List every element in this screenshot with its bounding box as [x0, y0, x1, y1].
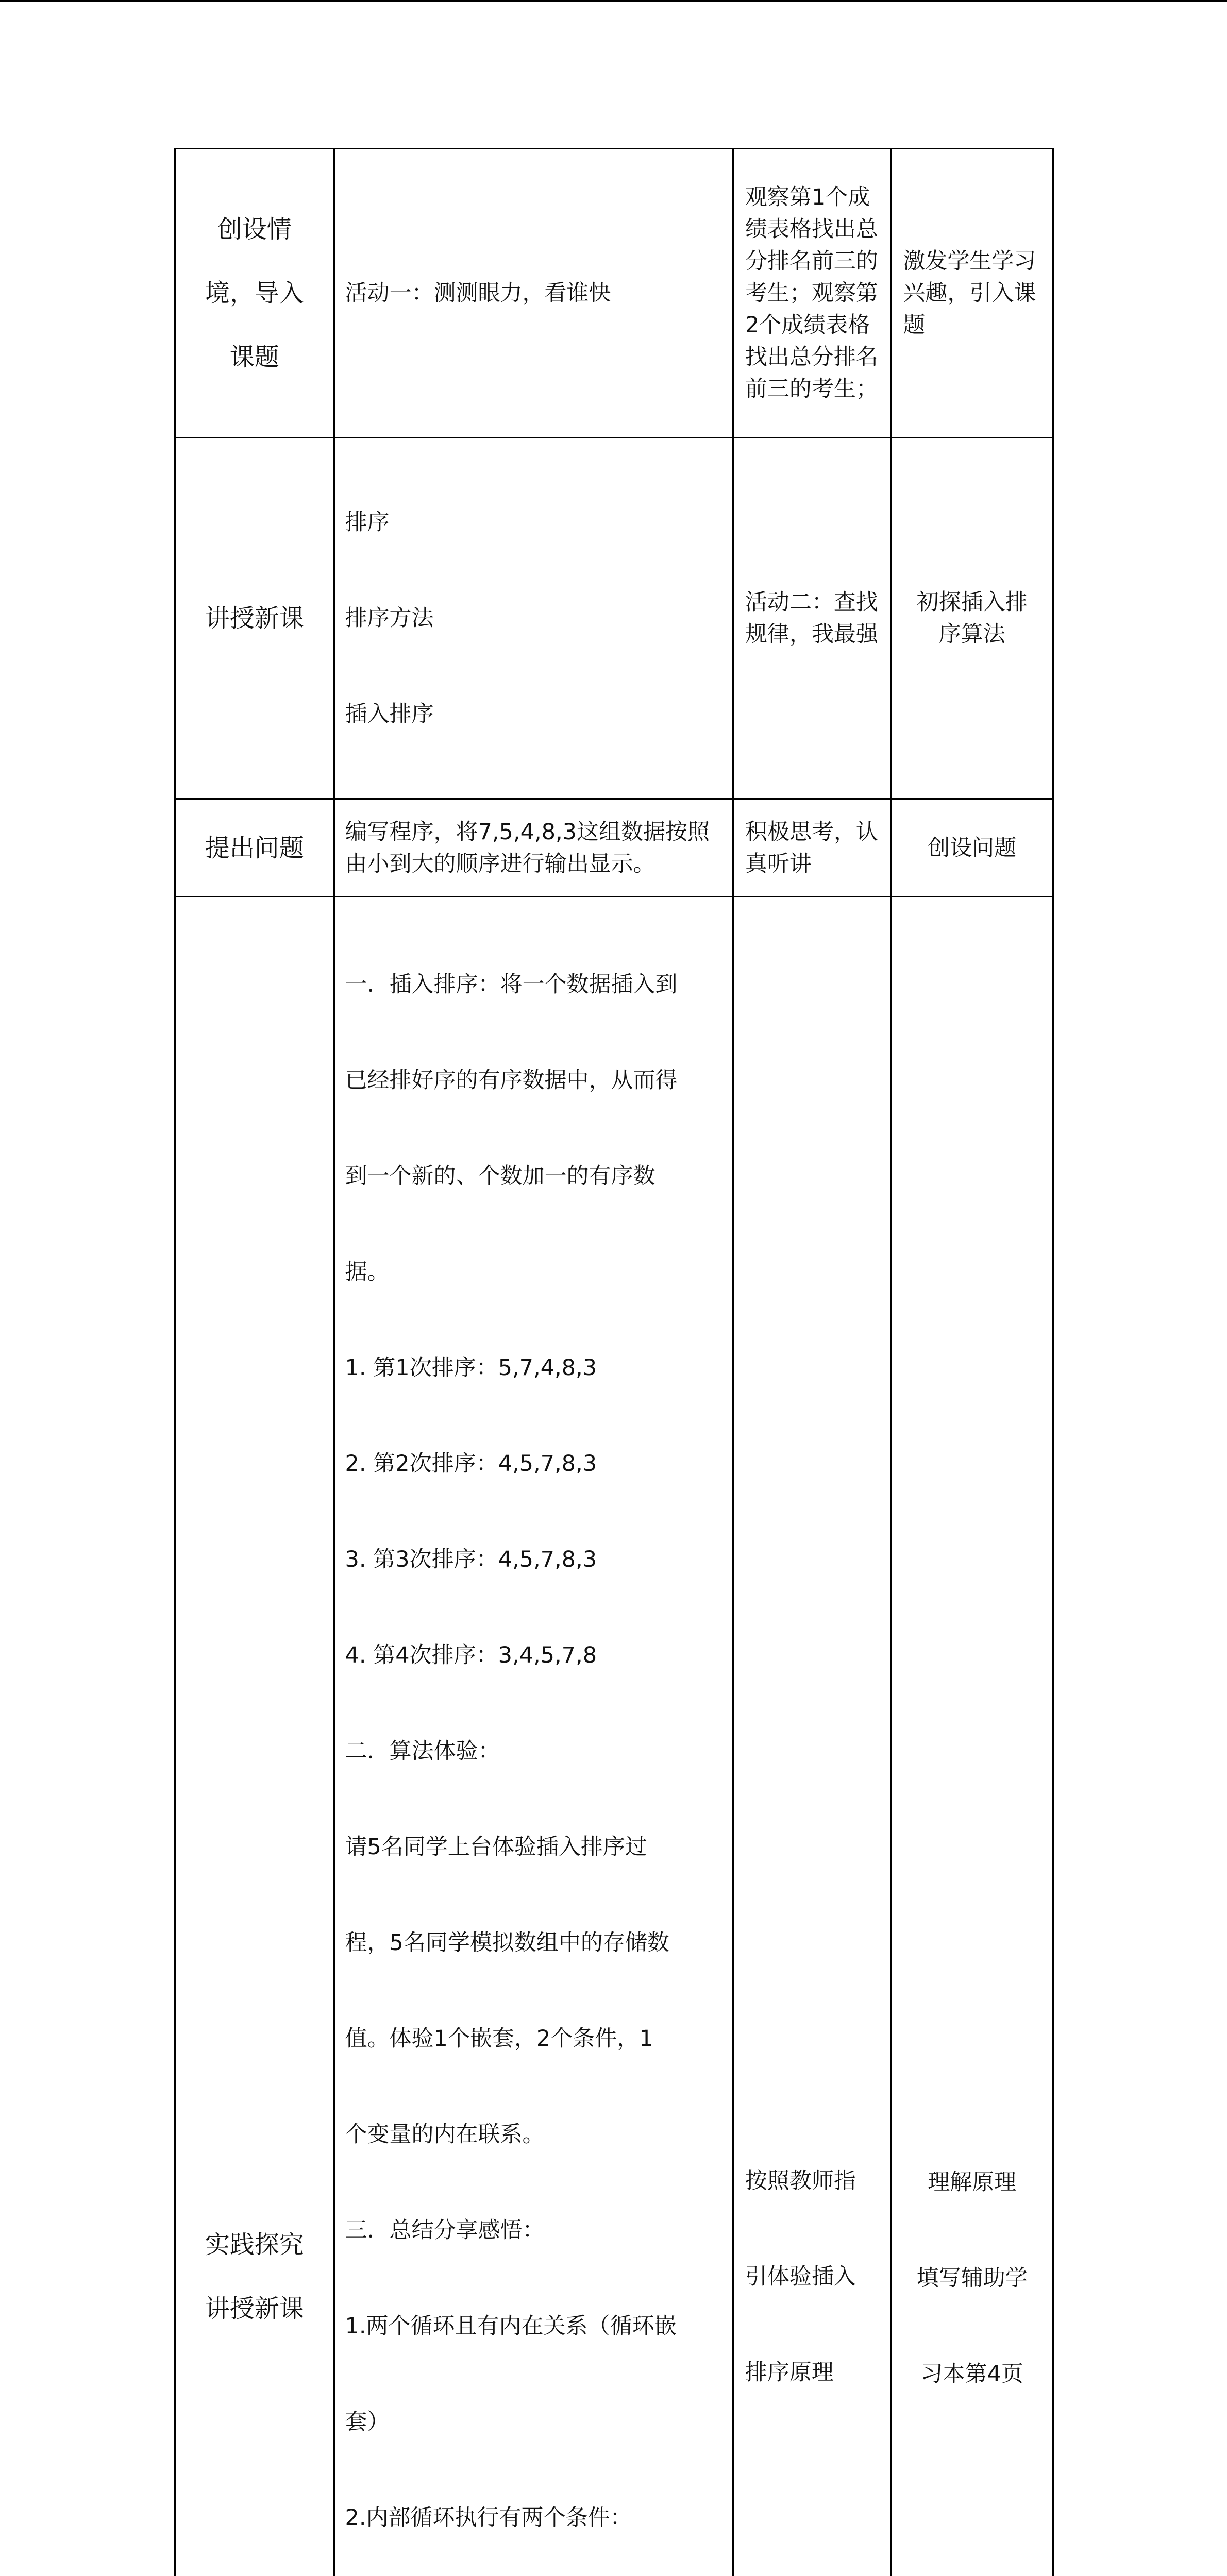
design-intent-cell — [891, 897, 1053, 2576]
table-row — [175, 897, 1053, 2576]
design-intent-cell — [891, 799, 1053, 897]
teacher-activity-cell — [334, 897, 733, 2576]
table-row — [175, 799, 1053, 897]
stage-cell — [175, 799, 334, 897]
stage-label: 讲授新课 — [176, 586, 333, 650]
lesson-plan-table — [174, 148, 1054, 2576]
teacher-activity-cell — [334, 438, 733, 799]
page-top-border — [0, 0, 1227, 2]
stage-label: 创设情 境，导入 课题 — [176, 197, 333, 389]
teacher-activity-text: 排序 排序方法 插入排序 — [335, 438, 732, 798]
student-activity-cell — [733, 799, 891, 897]
stage-label: 提出问题 — [176, 816, 333, 880]
student-activity-cell — [733, 149, 891, 438]
design-intent-cell — [891, 438, 1053, 799]
student-activity-text: 按照教师指 引体验插入 排序原理 — [734, 2098, 890, 2455]
design-intent-text: 初探插入排序算法 — [892, 583, 1052, 653]
stage-cell — [175, 897, 334, 2576]
teacher-activity-text: 编写程序，将7,5,4,8,3这组数据按照由小到大的顺序进行输出显示。 — [335, 812, 732, 884]
design-intent-text: 理解原理 填写辅助学 习本第4页 — [892, 2095, 1052, 2458]
student-activity-text: 观察第1个成绩表格找出总分排名前三的考生；观察第2个成绩表格找出总分排名前三的考生； — [734, 178, 890, 408]
student-activity-text: 积极思考，认真听讲 — [734, 813, 890, 883]
teacher-activity-text: 一．插入排序：将一个数据插入到 已经排好序的有序数据中，从而得 到一个新的、个数加一的有序数 据。 1. 第1次排序：5,7,4,8,3 2. 第2次排序：4,5,7,8,3 3. 第3次排序：4,5,7,8,3 4. 第4次排序：3,4,5,7,8 二．算法体验： 请5名同学上台体验插入排序过 程，5名同学模拟数组中的存储数 值。体验1个嵌套，2个条件，1 个变量的内在联系。 三．总结分享感悟： 1.两个循环且有内在关系（循环嵌 套） 2.内部循环执行有两个条件： — [335, 897, 732, 2576]
design-intent-text: 激发学生学习兴趣，引入课题 — [892, 242, 1052, 344]
teacher-activity-cell — [334, 149, 733, 438]
teacher-activity-text: 活动一：测测眼力，看谁快 — [335, 273, 732, 313]
student-activity-text: 活动二：查找规律，我最强 — [734, 583, 890, 653]
student-activity-cell — [733, 438, 891, 799]
table-row — [175, 438, 1053, 799]
stage-cell — [175, 149, 334, 438]
table-row — [175, 149, 1053, 438]
design-intent-cell — [891, 149, 1053, 438]
stage-label: 实践探究 讲授新课 — [176, 2213, 333, 2341]
student-activity-cell — [733, 897, 891, 2576]
design-intent-text: 创设问题 — [892, 828, 1052, 868]
teacher-activity-cell — [334, 799, 733, 897]
stage-cell — [175, 438, 334, 799]
